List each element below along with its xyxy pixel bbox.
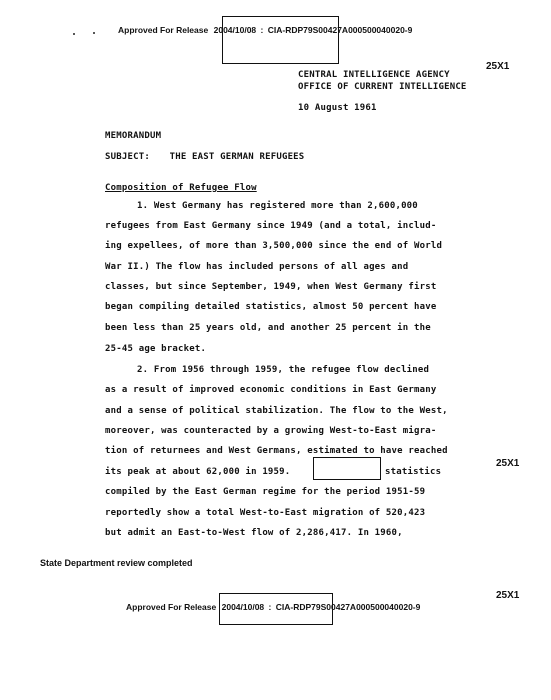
release-separator: :	[260, 25, 264, 35]
scan-speck	[73, 33, 75, 35]
paragraph-1-line: refugees from East Germany since 1949 (and a total, includ-	[105, 221, 437, 231]
paragraph-1-line: 1. West Germany has registered more than 2,600,000	[137, 201, 418, 211]
paragraph-1-line: began compiling detailed statistics, almost 50 percent have	[105, 302, 437, 312]
release-doc-id: CIA-RDP79S00427A000500040020-9	[267, 25, 413, 35]
exemption-mark-top: 25X1	[486, 61, 510, 72]
paragraph-1-line: been less than 25 years old, and another 25 percent in the	[105, 323, 431, 333]
memo-date: 10 August 1961	[298, 103, 377, 113]
paragraph-2-line: statistics	[385, 467, 442, 477]
paragraph-1-line: 25-45 age bracket.	[105, 344, 207, 354]
scan-speck	[93, 32, 95, 34]
review-note: State Department review completed	[40, 558, 193, 568]
paragraph-2-line: reportedly show a total West-to-East migration of 520,423	[105, 508, 426, 518]
paragraph-2-line: moreover, was counteracted by a growing West-to-East migra-	[105, 426, 437, 436]
paragraph-1-line: classes, but since September, 1949, when West Germany first	[105, 282, 437, 292]
release-prefix: Approved For Release	[118, 25, 209, 35]
paragraph-2-line: 2. From 1956 through 1959, the refugee flow declined	[137, 365, 430, 375]
paragraph-2-line: but admit an East-to-West flow of 2,286,417. In 1960,	[105, 528, 403, 538]
paragraph-2-line: tion of returnees and West Germans, estimated to have reached	[105, 446, 448, 456]
paragraph-1-line: ing expellees, of more than 3,500,000 since the end of World	[105, 241, 443, 251]
exemption-mark-bottom: 25X1	[496, 590, 520, 601]
paragraph-2-line: as a result of improved economic conditions in East Germany	[105, 385, 437, 395]
paragraph-2-line: and a sense of political stabilization. The flow to the West,	[105, 406, 448, 416]
paragraph-1-line: War II.) The flow has included persons of all ages and	[105, 262, 409, 272]
release-prefix: Approved For Release	[126, 602, 217, 612]
release-doc-id: CIA-RDP79S00427A000500040020-9	[275, 602, 421, 612]
header-redaction-box	[222, 16, 339, 64]
release-date: 2004/10/08	[221, 602, 265, 612]
release-date: 2004/10/08	[213, 25, 257, 35]
section-heading: Composition of Refugee Flow	[105, 183, 257, 193]
inline-redaction-box	[313, 457, 381, 480]
subject-line	[105, 152, 304, 162]
subject-label: SUBJECT:	[105, 152, 150, 162]
release-separator: :	[268, 602, 272, 612]
paragraph-2-line: its peak at about 62,000 in 1959.	[105, 467, 291, 477]
office-name: OFFICE OF CURRENT INTELLIGENCE	[298, 82, 467, 92]
agency-name: CENTRAL INTELLIGENCE AGENCY	[298, 70, 450, 80]
memo-type: MEMORANDUM	[105, 131, 162, 141]
paragraph-2-line: compiled by the East German regime for the period 1951-59	[105, 487, 426, 497]
footer-redaction-box	[219, 593, 333, 625]
exemption-mark-middle: 25X1	[496, 458, 520, 469]
subject-text: THE EAST GERMAN REFUGEES	[169, 152, 305, 162]
